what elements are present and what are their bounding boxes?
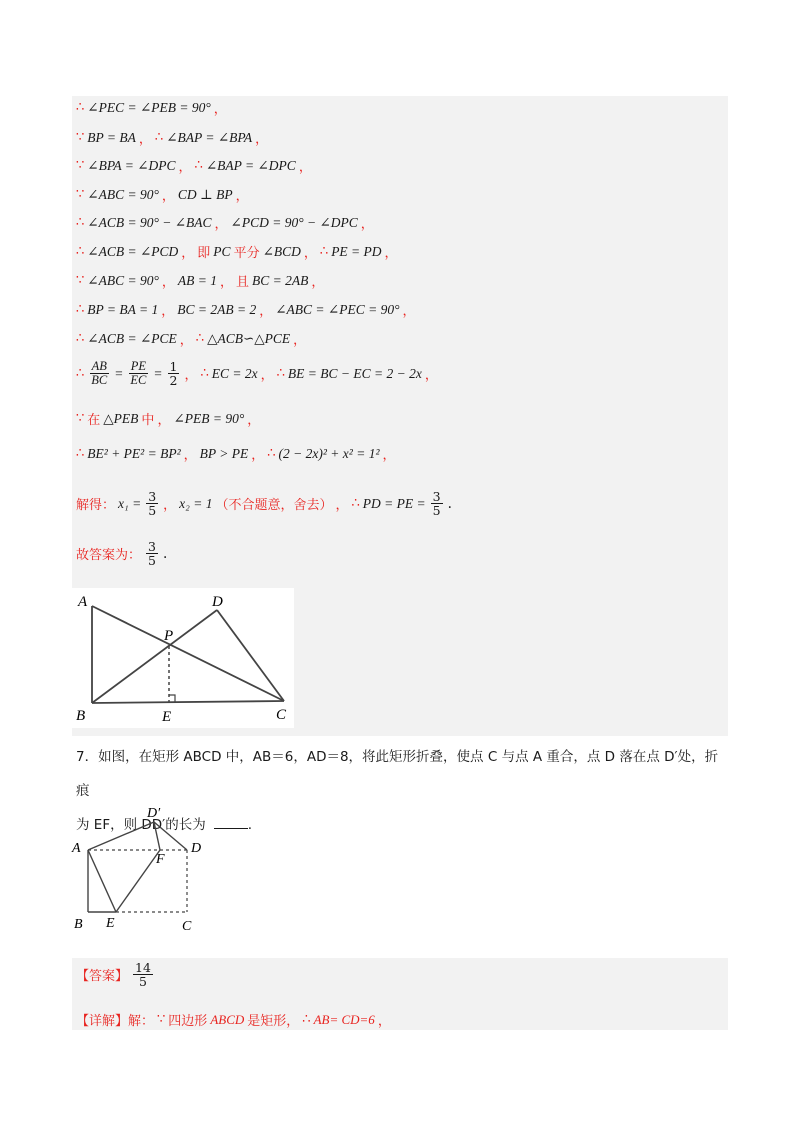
label-a: A [72,841,81,856]
solution-line-14: 故答案为： $\frac{3}{5}$ . [76,539,168,569]
solution-line-7: ∵ ∠ABC = 90° ， AB = 1 ， 且 BC = 2AB ， [76,272,325,290]
label-b: B [76,708,86,724]
solution-line-10: ∴ $\frac{AB}{BC}$ = $\frac{PE}{EC}$ = $\frac{1}{2}$ ， ∴ EC = 2x ， ∴ BE = BC − EC = 2 − 2x ， [76,359,438,389]
fraction-three-fifths-a: $\frac{3}{5}$ [148,489,157,519]
fraction-fourteen-fifths: $\frac{14}{5}$ [135,960,151,990]
label-d: D [212,594,223,610]
label-c: C [182,919,192,934]
segment-ef [116,850,160,912]
problem-7-line-1: 7．如图，在矩形 ABCD 中，AB＝6，AD＝8，将此矩形折叠，使点 C 与点 A 重合，点 D 落在点 D′处，折痕 [76,749,719,799]
label-e: E [106,916,115,931]
answer-line: 【答案】 $\frac{14}{5}$ [76,960,151,990]
label-b: B [74,917,83,932]
label-p: P [164,628,174,644]
fraction-three-fifths-b: $\frac{3}{5}$ [432,489,441,519]
fraction-ab-bc: $\frac{AB}{BC}$ [91,359,108,388]
segment-ad-prime [88,822,154,850]
fraction-one-half: $\frac{1}{2}$ [169,359,178,389]
solution-line-1: ∴ ∠PEC = ∠PEB = 90° ， [76,99,227,117]
segment-ae [88,850,116,912]
solution-line-6: ∴ ∠ACB = ∠PCD ， 即 PC 平分 ∠BCD ， ∴ PE = PD ， [76,243,398,261]
label-f: F [156,852,165,867]
detail-line: 【详解】解： ∵ 四边形 ABCD 是矩形， ∴ AB= CD=6 ， [76,1011,391,1029]
solution-line-12: ∴ BE² + PE² = BP² ， BP > PE ， ∴ (2 − 2x)² + x² = 1² ， [76,445,396,463]
figure-background [72,588,294,728]
problem-7-line-2: 为 EF，则 DD′的长为 . [76,817,253,833]
fraction-pe-ec: $\frac{PE}{EC}$ [130,359,147,388]
solution-line-4: ∵ ∠ABC = 90° ， CD ⊥ BP ， [76,186,249,204]
label-d: D [191,841,202,856]
label-a: A [78,594,88,610]
label-c: C [276,707,287,723]
solution-line-9: ∴ ∠ACB = ∠PCE ， ∴ △ACB∽△PCE ， [76,330,307,348]
label-e: E [162,709,172,725]
solution-line-8: ∴ BP = BA = 1 ， BC = 2AB = 2 ， ∠ABC = ∠PEC = 90° ， [76,301,416,319]
label-d-prime: D′ [147,806,161,821]
solution-line-2: ∵ BP = BA ， ∴ ∠BAP = ∠BPA ， [76,129,269,147]
solution-line-3: ∵ ∠BPA = ∠DPC ， ∴ ∠BAP = ∠DPC ， [76,157,312,175]
fraction-answer-three-fifths: $\frac{3}{5}$ [148,539,156,569]
solution-line-13: 解得： x₁ = $\frac{3}{5}$ ， x₂ = 1 （不合题意，舍去） ， ∴ PD = PE = $\frac{3}{5}$ . [76,489,452,519]
solution-line-11: ∵ 在 △PEB 中 ， ∠PEB = 90° ， [76,410,261,428]
figure-triangles [72,588,294,728]
solution-line-5: ∴ ∠ACB = 90° − ∠BAC ， ∠PCD = 90° − ∠DPC ， [76,214,374,232]
figure-folded-rectangle [70,800,220,935]
